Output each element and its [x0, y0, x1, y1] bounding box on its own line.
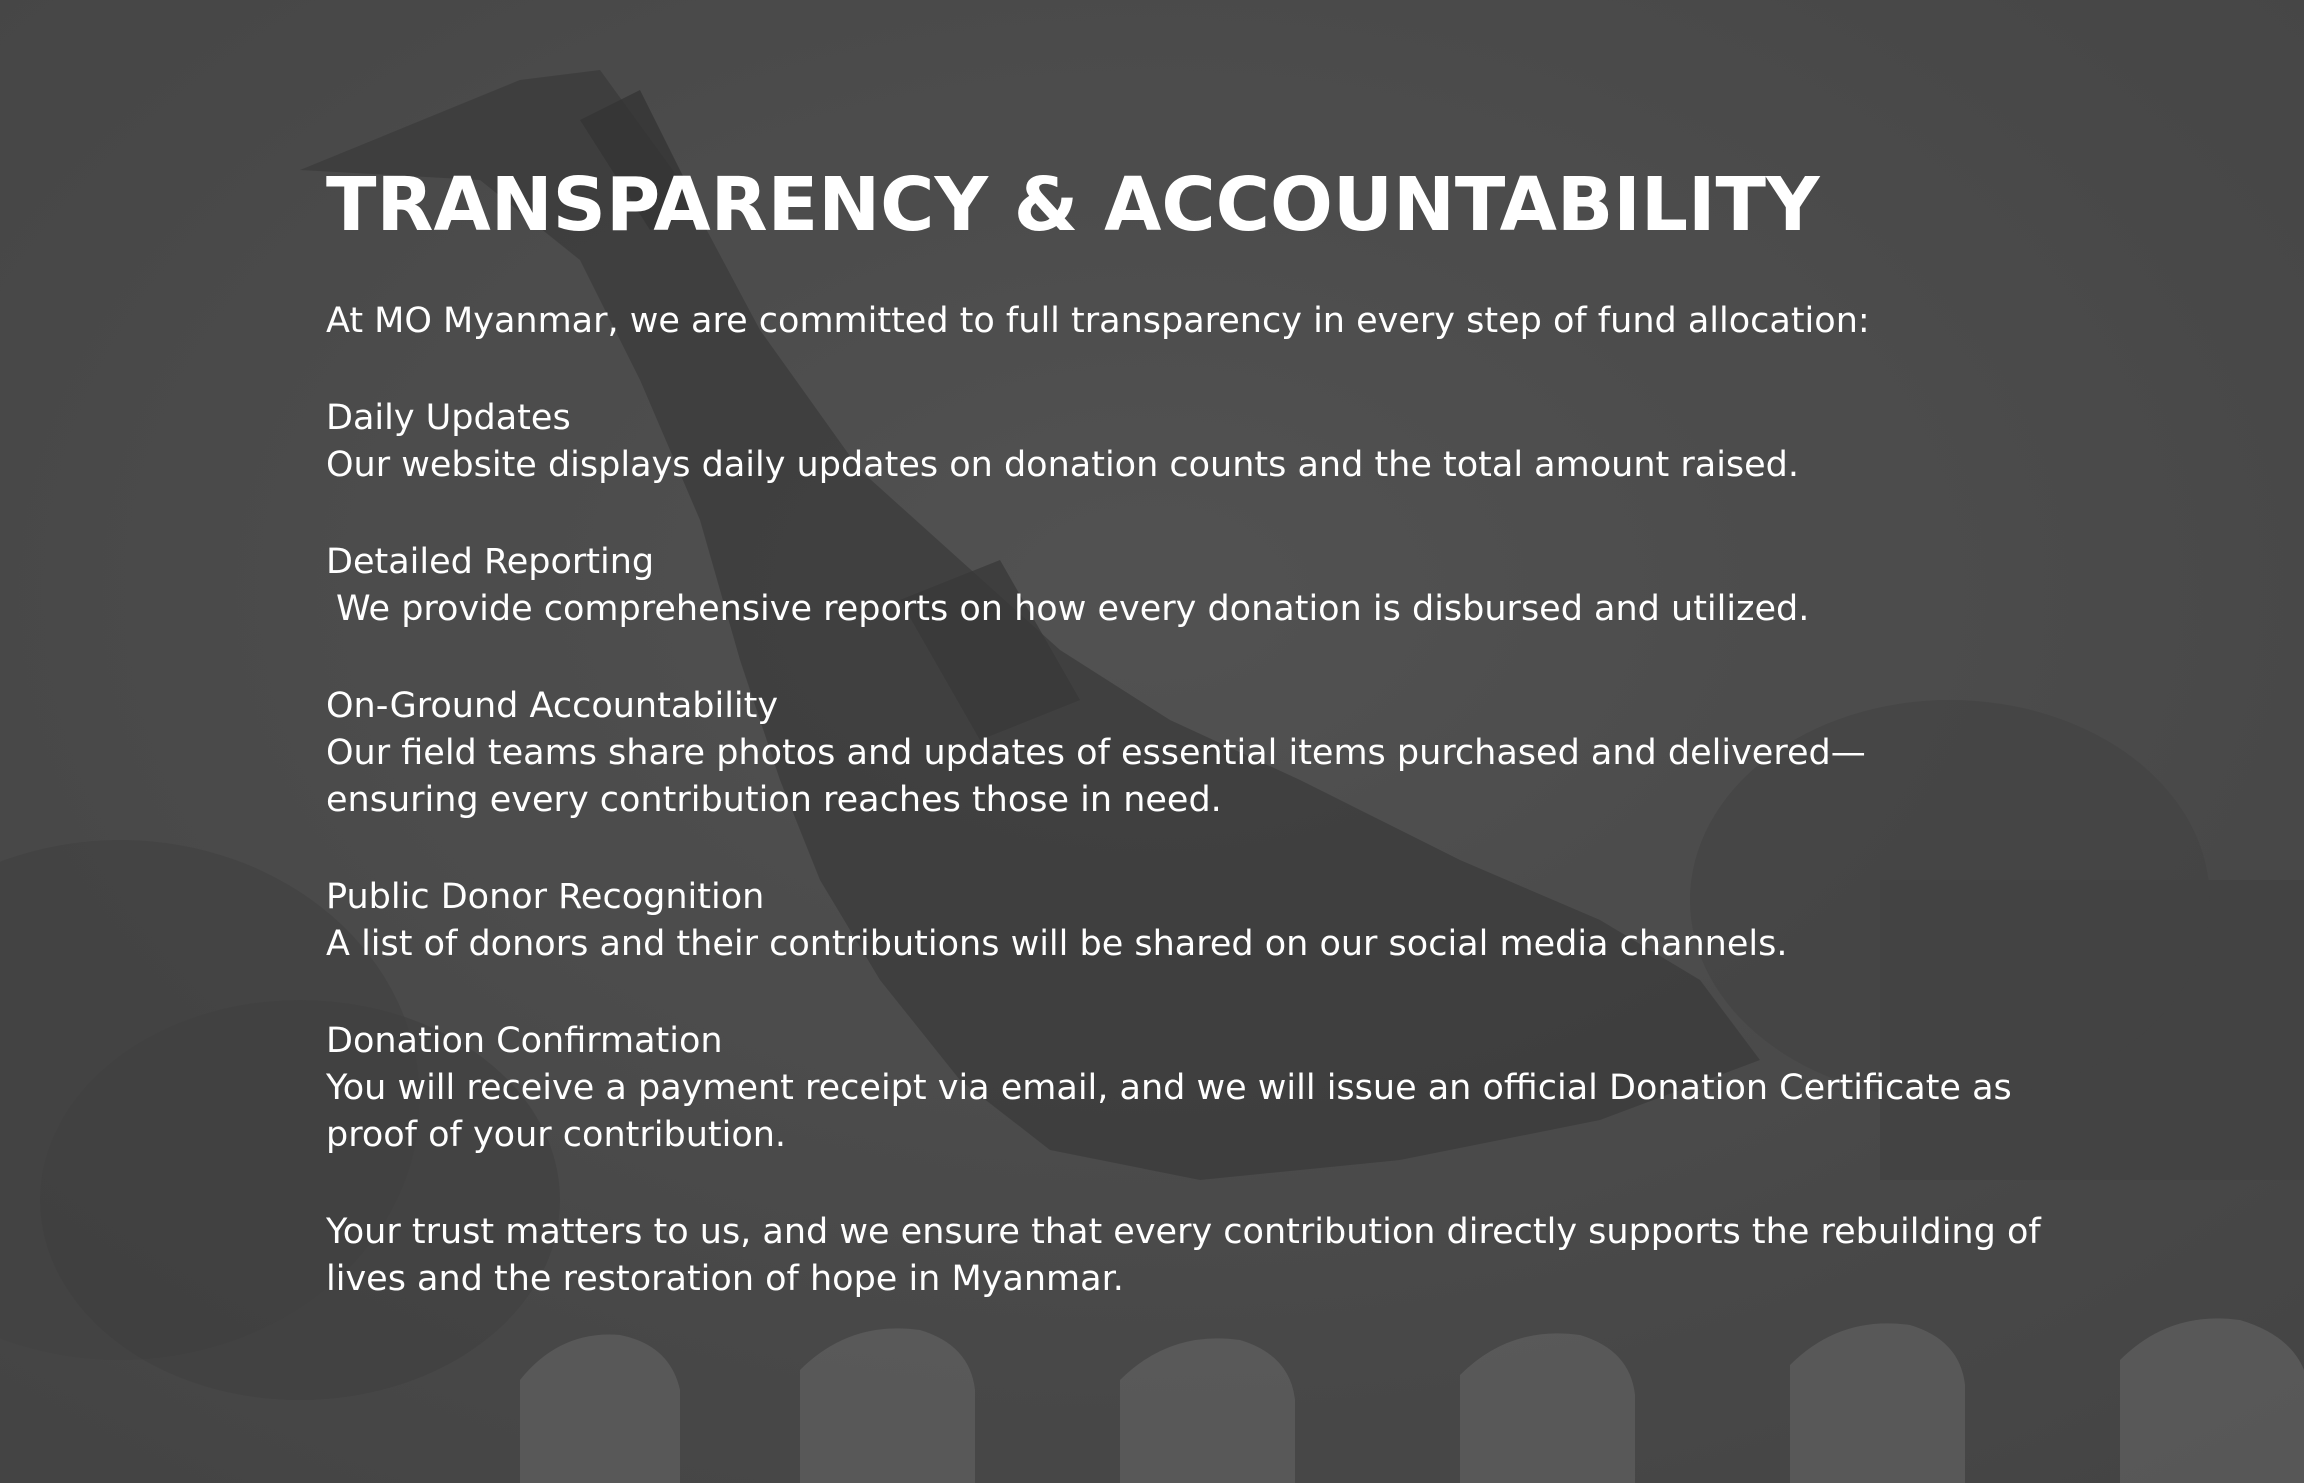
section-heading: Daily Updates: [326, 398, 571, 438]
section-heading: Detailed Reporting: [326, 542, 655, 582]
section-body: Our website displays daily updates on donation counts and the total amount raised.: [326, 445, 1800, 485]
section-daily-updates: [326, 395, 2086, 489]
section-body: You will receive a payment receipt via email, and we will issue an official Donation Certificate as proof of your contribution.: [326, 1068, 2012, 1155]
main-content: [326, 160, 2086, 1338]
section-donation-confirmation: [326, 1018, 2086, 1159]
section-body: We provide comprehensive reports on how every donation is disbursed and utilized.: [336, 589, 1810, 629]
section-heading: Public Donor Recognition: [326, 877, 765, 917]
section-on-ground-accountability: [326, 683, 2086, 824]
page-title: TRANSPARENCY & ACCOUNTABILITY: [326, 162, 1820, 248]
section-body: A list of donors and their contributions will be shared on our social media channels.: [326, 924, 1788, 964]
section-heading: Donation Confirmation: [326, 1021, 723, 1061]
intro-text: At MO Myanmar, we are committed to full transparency in every step of fund allocation:: [326, 301, 1870, 341]
closing-text: Your trust matters to us, and we ensure that every contribution directly supports the rebuilding of lives and the restoration of hope in Myanmar.: [326, 1212, 2041, 1299]
section-body: Our field teams share photos and updates of essential items purchased and delivered— ensuring every contribution reaches those in need.: [326, 733, 1866, 820]
section-heading: On-Ground Accountability: [326, 686, 779, 726]
section-public-donor-recognition: [326, 874, 2086, 968]
section-detailed-reporting: [326, 539, 2086, 633]
